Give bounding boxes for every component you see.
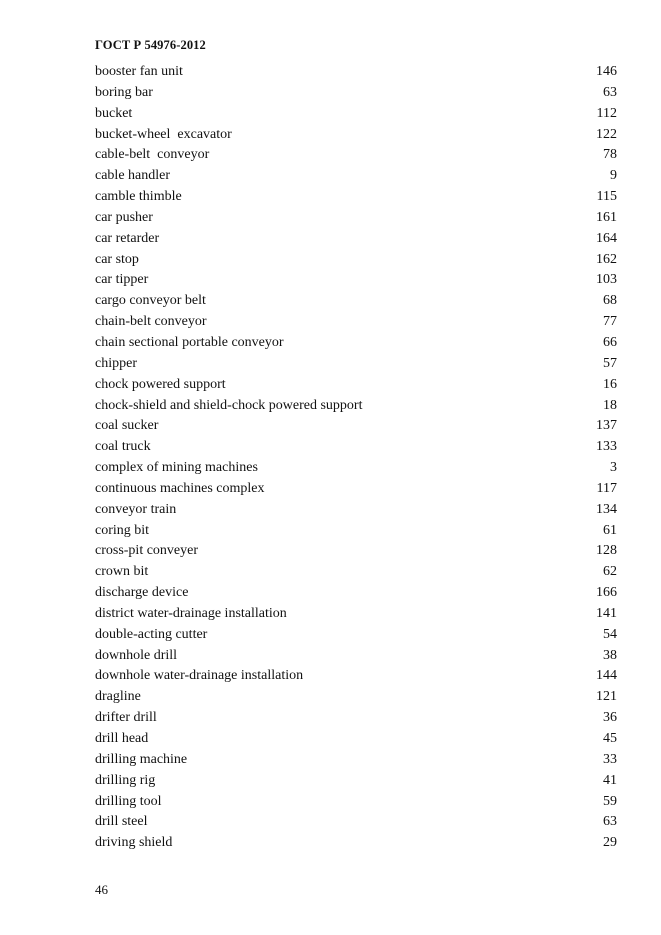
index-term: car pusher xyxy=(95,209,153,225)
index-term: cross-pit conveyer xyxy=(95,543,199,559)
index-page-number: 161 xyxy=(596,209,617,225)
index-term: continuous machines complex xyxy=(95,480,265,496)
index-term: coal sucker xyxy=(95,418,159,434)
index-term: crown bit xyxy=(95,564,149,580)
index-entry xyxy=(95,62,617,83)
index-entry xyxy=(95,125,617,146)
index-page-number: 137 xyxy=(596,418,617,434)
index-entry xyxy=(95,416,617,437)
index-page-number: 162 xyxy=(596,251,617,267)
index-entry xyxy=(95,354,617,375)
index-entry xyxy=(95,521,617,542)
index-term: conveyor train xyxy=(95,501,177,517)
index-entry xyxy=(95,729,617,750)
index-entry xyxy=(95,291,617,312)
index-page-number: 78 xyxy=(603,147,617,163)
index-page-number: 121 xyxy=(596,689,617,705)
index-term: downhole water-drainage installation xyxy=(95,668,304,684)
index-page-number: 68 xyxy=(603,293,617,309)
index-page-number: 77 xyxy=(603,314,617,330)
index-page-number: 112 xyxy=(596,105,617,121)
index-entry xyxy=(95,833,617,854)
index-entry xyxy=(95,541,617,562)
index-term: bucket-wheel excavator xyxy=(95,126,232,142)
index-page-number: 18 xyxy=(603,397,617,413)
index-entry xyxy=(95,208,617,229)
index-term: booster fan unit xyxy=(95,64,183,79)
index-term: chock-shield and shield-chock powered support xyxy=(95,397,363,413)
index-term: double-acting cutter xyxy=(95,626,208,642)
index-page-number: 16 xyxy=(603,376,617,392)
index-entry xyxy=(95,500,617,521)
index-term: dragline xyxy=(95,689,141,705)
index-page-number: 164 xyxy=(596,230,617,246)
index-page-number: 103 xyxy=(596,272,617,288)
index-page-number: 45 xyxy=(603,731,617,746)
index-entry xyxy=(95,708,617,729)
index-page-number: 9 xyxy=(610,168,617,184)
index-entry xyxy=(95,666,617,687)
index-term: drilling machine xyxy=(95,751,188,767)
index-term: chock powered support xyxy=(95,376,226,392)
index-term: drill head xyxy=(95,731,149,746)
index-term: complex of mining machines xyxy=(95,460,258,476)
index-term: cable-belt conveyor xyxy=(95,147,210,163)
index-term: bucket xyxy=(95,105,133,121)
index-page-number: 146 xyxy=(596,64,617,79)
index-page-number: 134 xyxy=(596,501,617,517)
page-header: ГОСТ Р 54976-2012 xyxy=(95,38,206,52)
index-page-number: 141 xyxy=(596,605,617,621)
index-page-number: 38 xyxy=(603,647,617,663)
index-page-number: 128 xyxy=(596,543,617,559)
index-entry xyxy=(95,750,617,771)
index-page-number: 33 xyxy=(603,751,617,767)
index-page-number: 57 xyxy=(603,355,617,371)
index-entry xyxy=(95,604,617,625)
index-entry xyxy=(95,437,617,458)
index-term: camble thimble xyxy=(95,189,182,205)
index-entry xyxy=(95,646,617,667)
index-term: coal truck xyxy=(95,439,151,455)
index-entry xyxy=(95,145,617,166)
index-entry xyxy=(95,812,617,833)
index-term: car tipper xyxy=(95,272,149,288)
index-entry xyxy=(95,187,617,208)
index-term: discharge device xyxy=(95,585,189,601)
index-page-number: 63 xyxy=(603,814,617,830)
index-term: chipper xyxy=(95,355,137,371)
index-entry xyxy=(95,250,617,271)
index-entry xyxy=(95,479,617,500)
index-page-number: 29 xyxy=(603,835,617,851)
index-page-number: 133 xyxy=(596,439,617,455)
index-term: drifter drill xyxy=(95,710,157,726)
index-entry xyxy=(95,166,617,187)
index-page-number: 115 xyxy=(596,189,617,205)
index-entry xyxy=(95,792,617,813)
index-entry xyxy=(95,312,617,333)
index-term: chain-belt conveyor xyxy=(95,314,207,330)
index-list xyxy=(95,62,617,854)
index-term: coring bit xyxy=(95,522,150,538)
index-term: drilling tool xyxy=(95,793,162,809)
index-entry xyxy=(95,562,617,583)
index-term: car retarder xyxy=(95,230,160,246)
index-page-number: 117 xyxy=(596,480,617,496)
index-entry xyxy=(95,83,617,104)
index-term: cable handler xyxy=(95,168,171,184)
index-term: district water-drainage installation xyxy=(95,605,287,621)
index-term: downhole drill xyxy=(95,647,178,663)
index-page-number: 66 xyxy=(603,334,617,350)
index-entry xyxy=(95,104,617,125)
index-page-number: 144 xyxy=(596,668,617,684)
index-page-number: 54 xyxy=(603,626,617,642)
index-entry xyxy=(95,333,617,354)
index-entry xyxy=(95,458,617,479)
page-number: 46 xyxy=(95,882,108,897)
index-term: car stop xyxy=(95,251,139,267)
index-page-number: 3 xyxy=(610,460,617,476)
index-page-number: 36 xyxy=(603,710,617,726)
index-term: drilling rig xyxy=(95,772,156,788)
index-page-number: 59 xyxy=(603,793,617,809)
index-term: chain sectional portable conveyor xyxy=(95,334,284,350)
index-entry xyxy=(95,396,617,417)
index-page-number: 122 xyxy=(596,126,617,142)
index-entry xyxy=(95,771,617,792)
index-entry xyxy=(95,375,617,396)
index-page-number: 61 xyxy=(603,522,617,538)
index-entry xyxy=(95,270,617,291)
index-term: boring bar xyxy=(95,84,153,100)
index-page-number: 41 xyxy=(603,772,617,788)
index-page-number: 62 xyxy=(603,564,617,580)
index-entry xyxy=(95,229,617,250)
index-term: drill steel xyxy=(95,814,148,830)
index-term: driving shield xyxy=(95,835,173,851)
index-entry xyxy=(95,583,617,604)
index-entry xyxy=(95,625,617,646)
index-page-number: 166 xyxy=(596,585,617,601)
index-term: cargo conveyor belt xyxy=(95,293,206,309)
index-page-number: 63 xyxy=(603,84,617,100)
index-entry xyxy=(95,687,617,708)
